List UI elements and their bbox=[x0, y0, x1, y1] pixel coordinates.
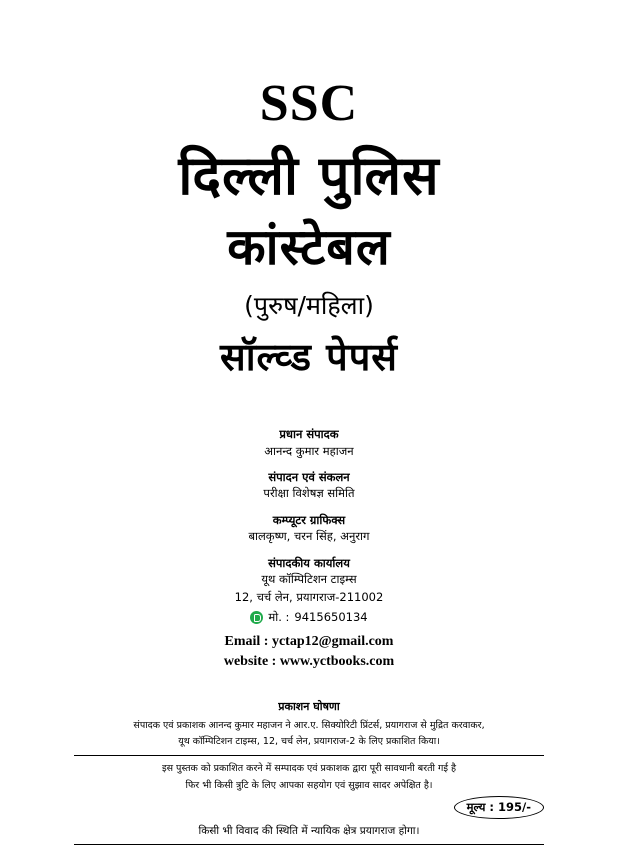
publisher-name: यूथ कॉम्पिटिशन टाइम्स bbox=[261, 572, 357, 587]
credit-person-name: परीक्षा विशेषज्ञ समिति bbox=[263, 486, 355, 501]
phone-label: मो. : bbox=[268, 609, 290, 624]
publication-declaration bbox=[74, 699, 544, 845]
book-title-line-2: कांस्टेबल bbox=[227, 217, 391, 276]
office-address: 12, चर्च लेन, प्रयागराज-211002 bbox=[234, 590, 384, 605]
whatsapp-icon bbox=[250, 611, 263, 624]
credit-role-label: कम्प्यूटर ग्राफिक्स bbox=[272, 512, 346, 527]
gender-eligibility-note: (पुरुष/महिला) bbox=[244, 291, 374, 320]
declaration-body-line-2: यूथ कॉम्पिटिशन टाइम्स, 12, चर्च लेन, प्रयागराज-2 के लिए प्रकाशित किया। bbox=[178, 735, 440, 747]
jurisdiction-note: किसी भी विवाद की स्थिति में न्यायिक क्षेत्र प्रयागराज होगा। bbox=[198, 824, 420, 837]
credit-computer-graphics bbox=[224, 512, 394, 546]
credit-person-name: आनन्द कुमार महाजन bbox=[264, 443, 354, 458]
declaration-note-line-2: फिर भी किसी त्रुटि के लिए आपका सहयोग एवं सुझाव सादर अपेक्षित है। bbox=[185, 779, 433, 791]
divider-rule-top bbox=[74, 755, 544, 756]
phone-number: 9415650134 bbox=[294, 610, 368, 625]
book-title-line-1: दिल्ली पुलिस bbox=[178, 144, 440, 207]
credit-role-label: प्रधान संपादक bbox=[279, 426, 339, 441]
credit-role-label: संपादन एवं संकलन bbox=[268, 469, 350, 484]
exam-organization-title: SSC bbox=[259, 75, 359, 132]
price-badge: मूल्य : 195/- bbox=[454, 796, 544, 819]
editorial-office-block bbox=[224, 555, 394, 673]
book-title-line-3: सॉल्व्ड पेपर्स bbox=[220, 334, 398, 379]
declaration-note-line-1: इस पुस्तक को प्रकाशित करने में सम्पादक एवं प्रकाशक द्वारा पूरी सावधानी बरती गई है bbox=[161, 763, 457, 775]
email-address[interactable]: Email : yctap12@gmail.com bbox=[224, 633, 394, 649]
editorial-office-heading: संपादकीय कार्यालय bbox=[268, 555, 350, 570]
website-address[interactable]: website : www.yctbooks.com bbox=[223, 654, 395, 670]
declaration-body-line-1: संपादक एवं प्रकाशक आनन्द कुमार महाजन ने आर.ए. सिक्योरिटी प्रिंटर्स, प्रयागराज से मुद्रित करवाकर, bbox=[133, 720, 485, 732]
credit-person-name: बालकृष्ण, चरन सिंह, अनुराग bbox=[248, 529, 370, 544]
credit-chief-editor bbox=[224, 426, 394, 460]
credits-block bbox=[224, 426, 394, 682]
declaration-heading: प्रकाशन घोषणा bbox=[278, 699, 340, 713]
credit-editing-compilation bbox=[224, 469, 394, 503]
phone-contact-row bbox=[224, 610, 394, 625]
